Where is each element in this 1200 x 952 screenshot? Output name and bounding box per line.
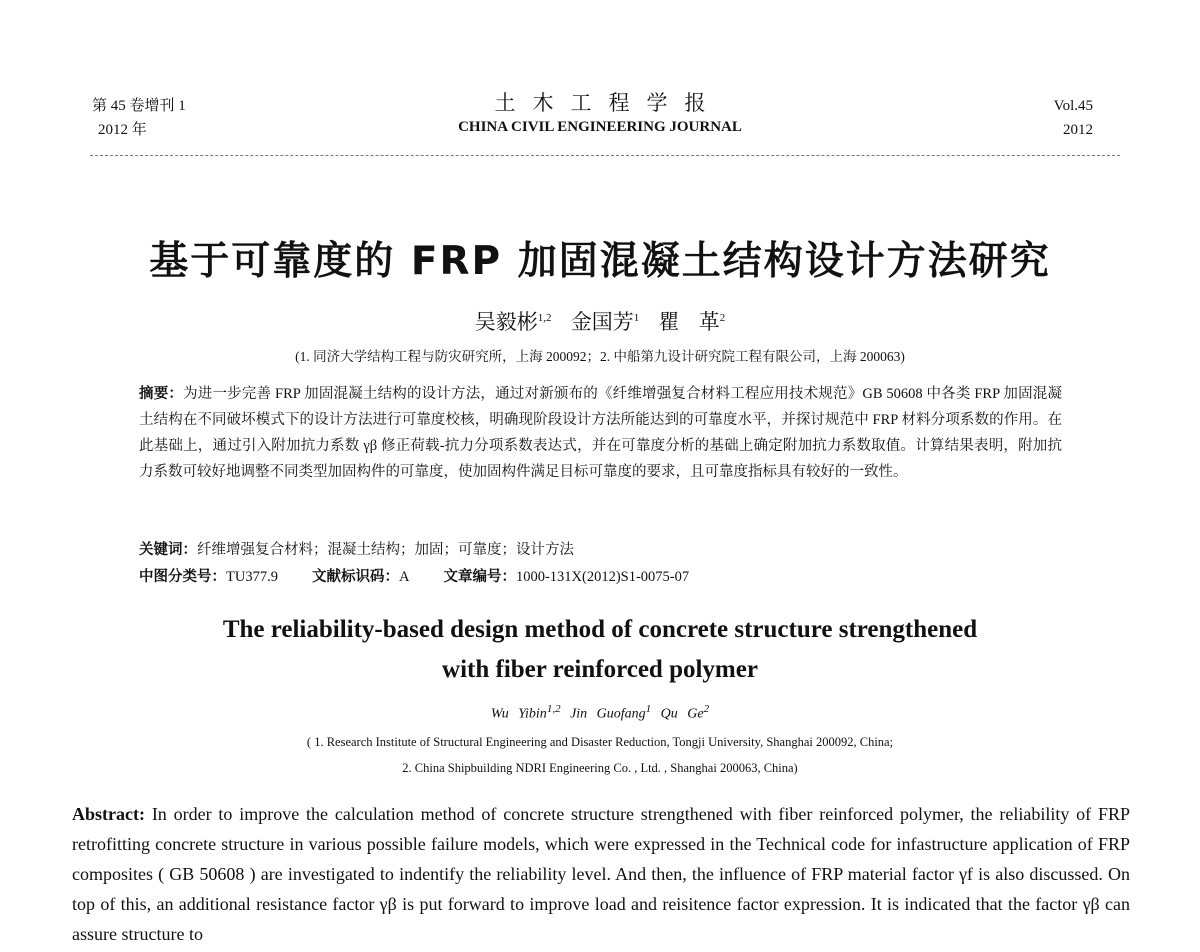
author-affil-sup: 1,2 — [537, 312, 552, 324]
doc-code-label: 文献标识码： — [311, 569, 399, 585]
author-affil-sup: 1 — [645, 703, 652, 715]
author-name: 瞿 革 — [658, 310, 720, 334]
author-affil-sup: 2 — [703, 703, 710, 715]
abstract-cn — [139, 381, 1062, 485]
article-number-value: 1000-131X(2012)S1-0075-07 — [515, 569, 690, 585]
paper-title-en-line2: with fiber reinforced polymer — [442, 656, 758, 683]
year-cn: 2012 年 — [98, 122, 147, 138]
header-volume-en — [1054, 94, 1093, 142]
author-name-en: Qu Ge — [660, 706, 704, 722]
abstract-cn-label: 摘要： — [139, 386, 184, 402]
classification-line — [139, 564, 1062, 590]
abstract-cn-text: 为进一步完善 FRP 加固混凝土结构的设计方法，通过对新颁布的《纤维增强复合材料工程应用技术规范》GB 50608 中各类 FRP 加固混凝土结构在不同破坏模式下的设计方法进行可靠度校核，明确现阶段设计方法所能达到的可靠度水平，并探讨规范中 FRP 材料分项系数的作用。在此基础上，通过引入附加抗力系数 γβ 修正荷载-抗力分项系数表达式，并在可靠度分析的基础上确定附加抗力系数取值。计算结果表明，附加抗力系数可较好地调整不同类型加固构件的可靠度，使加固构件满足目标可靠度的要求，且可靠度指标具有较好的一致性。 — [139, 386, 1062, 480]
journal-name-en: CHINA CIVIL ENGINEERING JOURNAL — [458, 119, 742, 135]
affiliation-en-line2: 2. China Shipbuilding NDRI Engineering Co. , Ltd. , Shanghai 200063, China) — [402, 761, 798, 775]
authors-en — [0, 703, 1200, 723]
year-en: 2012 — [1063, 122, 1093, 138]
clc-value: TU377.9 — [226, 569, 278, 585]
journal-name-cn: 土木工程学报 — [494, 91, 723, 115]
keywords-cn-text: 纤维增强复合材料；混凝土结构；加固；可靠度；设计方法 — [197, 542, 574, 558]
keywords-cn — [139, 537, 1062, 563]
affiliation-en-line1: ( 1. Research Institute of Structural Engineering and Disaster Reduction, Tongji University, Shanghai 200092, China; — [306, 735, 894, 749]
paper-title-en-line1: The reliability-based design method of concrete structure strengthened — [222, 616, 978, 643]
journal-name — [0, 90, 1200, 138]
paper-title-en — [0, 610, 1200, 690]
article-number-label: 文章编号： — [443, 569, 516, 585]
author-affil-sup: 2 — [719, 312, 726, 324]
author-name-en: Jin Guofang — [570, 706, 646, 722]
doc-code-value: A — [398, 569, 410, 585]
header-rule — [90, 155, 1120, 156]
author-name-en: Wu Yibin — [490, 706, 547, 722]
volume-en: Vol.45 — [1053, 98, 1093, 114]
abstract-en-label: Abstract: — [72, 804, 145, 824]
abstract-en-text: In order to improve the calculation method of concrete structure strengthened with fiber reinforced polymer, the reliability of FRP retrofitting concrete structure in various possible failure models, which were expressed in the Technical code for infastructure application of FRP composites ( GB 50608 ) are investigated to indentify the reliability level. And then, the influence of FRP material factor γf is also discussed. On top of this, an additional resistance factor γβ is put forward to improve load and reisitence factor expression. It is indicated that the factor γβ can assure structure to — [72, 804, 1131, 944]
author-name: 金国芳 — [570, 310, 634, 334]
authors-cn — [0, 306, 1200, 336]
volume-cn: 第 45 卷增刊 1 — [92, 98, 186, 114]
author-affil-sup: 1,2 — [546, 703, 561, 715]
abstract-en — [72, 799, 1130, 949]
affiliation-cn: (1. 同济大学结构工程与防灾研究所，上海 200092；2. 中船第九设计研究院工程有限公司，上海 200063) — [295, 349, 905, 364]
keywords-cn-label: 关键词： — [139, 542, 197, 558]
clc-label: 中图分类号： — [139, 569, 226, 585]
paper-title-cn: 基于可靠度的 FRP 加固混凝土结构设计方法研究 — [149, 239, 1051, 284]
affiliation-en — [0, 729, 1200, 781]
author-affil-sup: 1 — [633, 312, 640, 324]
author-name: 吴毅彬 — [474, 310, 538, 334]
